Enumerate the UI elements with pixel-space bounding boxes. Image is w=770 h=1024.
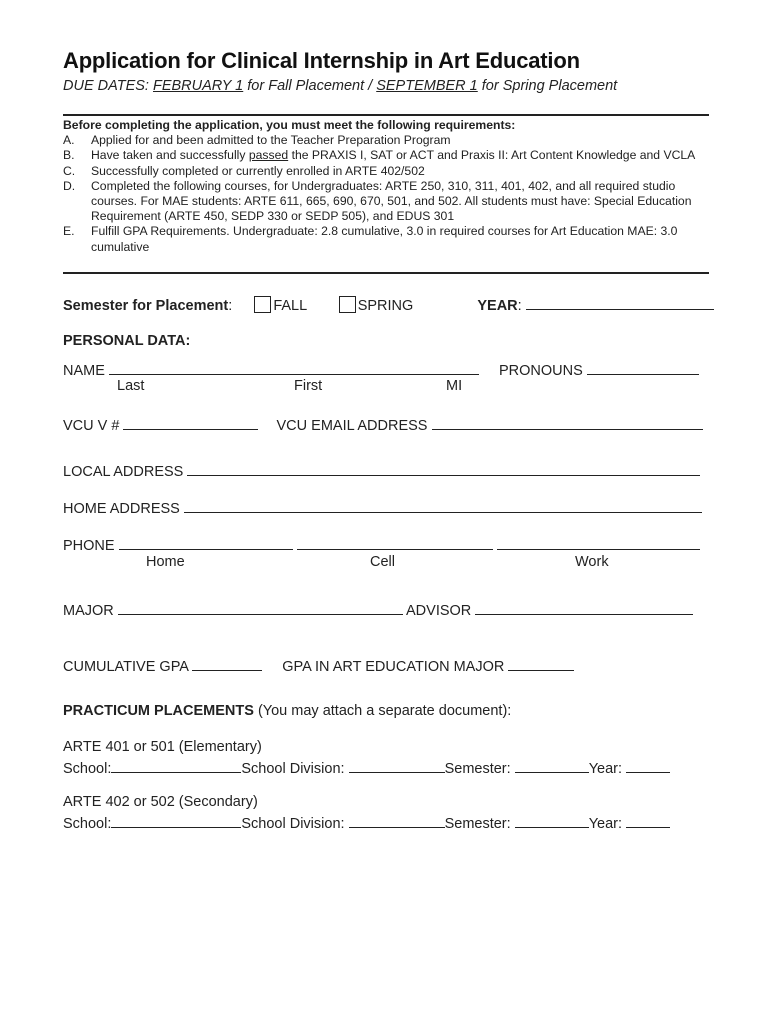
- elementary-school-field[interactable]: [111, 758, 241, 773]
- elementary-school-label: School:: [63, 761, 112, 777]
- secondary-year-label: Year:: [588, 816, 623, 832]
- name-row: [63, 360, 699, 379]
- requirement-c: C. Successfully completed or currently enrolled in ARTE 402/502: [63, 163, 425, 178]
- elementary-division-label: School Division:: [241, 761, 345, 777]
- practicum-note: (You may attach a separate document):: [257, 703, 512, 719]
- name-label: NAME: [63, 363, 105, 379]
- elementary-year-label: Year:: [588, 761, 623, 777]
- vcu-email-label: VCU EMAIL ADDRESS: [276, 418, 428, 434]
- local-address-field[interactable]: [187, 461, 700, 476]
- practicum-header-row: [63, 703, 511, 719]
- due-prefix: DUE DATES:: [63, 78, 149, 94]
- secondary-school-label: School:: [63, 816, 112, 832]
- elementary-semester-field[interactable]: [515, 758, 589, 773]
- phone-home-field[interactable]: [119, 535, 293, 550]
- elementary-semester-label: Semester:: [444, 761, 511, 777]
- phone-home-caption: Home: [146, 554, 185, 570]
- secondary-school-field[interactable]: [111, 813, 241, 828]
- cumulative-gpa-label: CUMULATIVE GPA: [63, 659, 189, 675]
- gpa-major-field[interactable]: [508, 656, 574, 671]
- last-name-caption: Last: [117, 378, 145, 394]
- fall-checkbox[interactable]: [254, 296, 271, 313]
- form-title: Application for Clinical Internship in Art Education: [63, 48, 580, 73]
- advisor-field[interactable]: [475, 600, 693, 615]
- vcu-row: [63, 415, 703, 434]
- bottom-divider: [63, 272, 709, 274]
- secondary-year-field[interactable]: [626, 813, 670, 828]
- home-address-label: HOME ADDRESS: [63, 501, 180, 517]
- due-dates: [63, 78, 709, 94]
- secondary-title: ARTE 402 or 502 (Secondary): [63, 794, 258, 810]
- application-form: [63, 48, 709, 832]
- year-field[interactable]: [526, 295, 714, 310]
- top-divider: [63, 114, 709, 116]
- requirement-a: A. Applied for and been admitted to the Teacher Preparation Program: [63, 133, 451, 148]
- advisor-label: ADVISOR: [406, 603, 472, 619]
- requirement-b: B. Have taken and successfully passed the PRAXIS I, SAT or ACT and Praxis II: Art Content Knowledge and VCLA: [63, 148, 696, 163]
- cumulative-gpa-field[interactable]: [192, 656, 262, 671]
- fall-label: FALL: [273, 298, 307, 314]
- spring-checkbox[interactable]: [339, 296, 356, 313]
- semester-row: Semester for Placement: FALL SPRING YEAR:: [63, 295, 714, 314]
- phone-work-caption: Work: [575, 554, 609, 570]
- secondary-division-label: School Division:: [241, 816, 345, 832]
- gpa-major-label: GPA IN ART EDUCATION MAJOR: [282, 659, 505, 675]
- phone-cell-caption: Cell: [370, 554, 395, 570]
- fall-due-text: for Fall Placement /: [247, 78, 373, 94]
- home-address-field[interactable]: [184, 498, 702, 513]
- year-label: YEAR: [477, 298, 518, 314]
- phone-row: [63, 535, 700, 554]
- local-address-row: [63, 461, 700, 480]
- elementary-division-field[interactable]: [349, 758, 445, 773]
- elementary-title: ARTE 401 or 501 (Elementary): [63, 739, 262, 755]
- pronouns-field[interactable]: [587, 360, 699, 375]
- local-address-label: LOCAL ADDRESS: [63, 464, 184, 480]
- name-field[interactable]: [109, 360, 479, 375]
- vcu-email-field[interactable]: [432, 415, 703, 430]
- secondary-division-field[interactable]: [349, 813, 445, 828]
- phone-label: PHONE: [63, 538, 115, 554]
- fall-due-date: FEBRUARY 1: [152, 78, 244, 94]
- personal-data-header: PERSONAL DATA:: [63, 333, 191, 349]
- mi-caption: MI: [446, 378, 463, 394]
- major-row: [63, 600, 693, 619]
- secondary-row: [63, 813, 670, 832]
- elementary-row: [63, 758, 670, 777]
- spring-due-text: for Spring Placement: [481, 78, 618, 94]
- spring-label: SPRING: [357, 298, 414, 314]
- semester-label: Semester for Placement: [63, 298, 229, 314]
- elementary-year-field[interactable]: [626, 758, 670, 773]
- phone-work-field[interactable]: [497, 535, 700, 550]
- major-field[interactable]: [118, 600, 403, 615]
- home-address-row: [63, 498, 702, 517]
- major-label: MAJOR: [63, 603, 114, 619]
- gpa-row: [63, 656, 574, 675]
- pronouns-label: PRONOUNS: [499, 363, 583, 379]
- requirements-header: Before completing the application, you must meet the following requirements:: [63, 118, 516, 132]
- phone-cell-field[interactable]: [297, 535, 493, 550]
- vcu-v-field[interactable]: [123, 415, 258, 430]
- spring-due-date: SEPTEMBER 1: [376, 78, 478, 94]
- practicum-header: PRACTICUM PLACEMENTS: [63, 703, 254, 719]
- secondary-semester-label: Semester:: [444, 816, 511, 832]
- requirements-block: [63, 118, 709, 255]
- first-name-caption: First: [294, 378, 323, 394]
- requirement-d: D. Completed the following courses, for Undergraduates: ARTE 250, 310, 311, 401, 402, and all required studio courses. For MAE students: ARTE 611, 665, 690, 670, 501, and 502. All students must have: Special Education Requirement (ARTE 450, SEDP 330 or SEDP 505), and EDUS 301: [63, 178, 692, 224]
- requirement-e: E. Fulfill GPA Requirements. Undergraduate: 2.8 cumulative, 3.0 in required courses for Art Education MAE: 3.0 cumulative: [63, 224, 678, 254]
- vcu-v-label: VCU V #: [63, 418, 120, 434]
- secondary-semester-field[interactable]: [515, 813, 589, 828]
